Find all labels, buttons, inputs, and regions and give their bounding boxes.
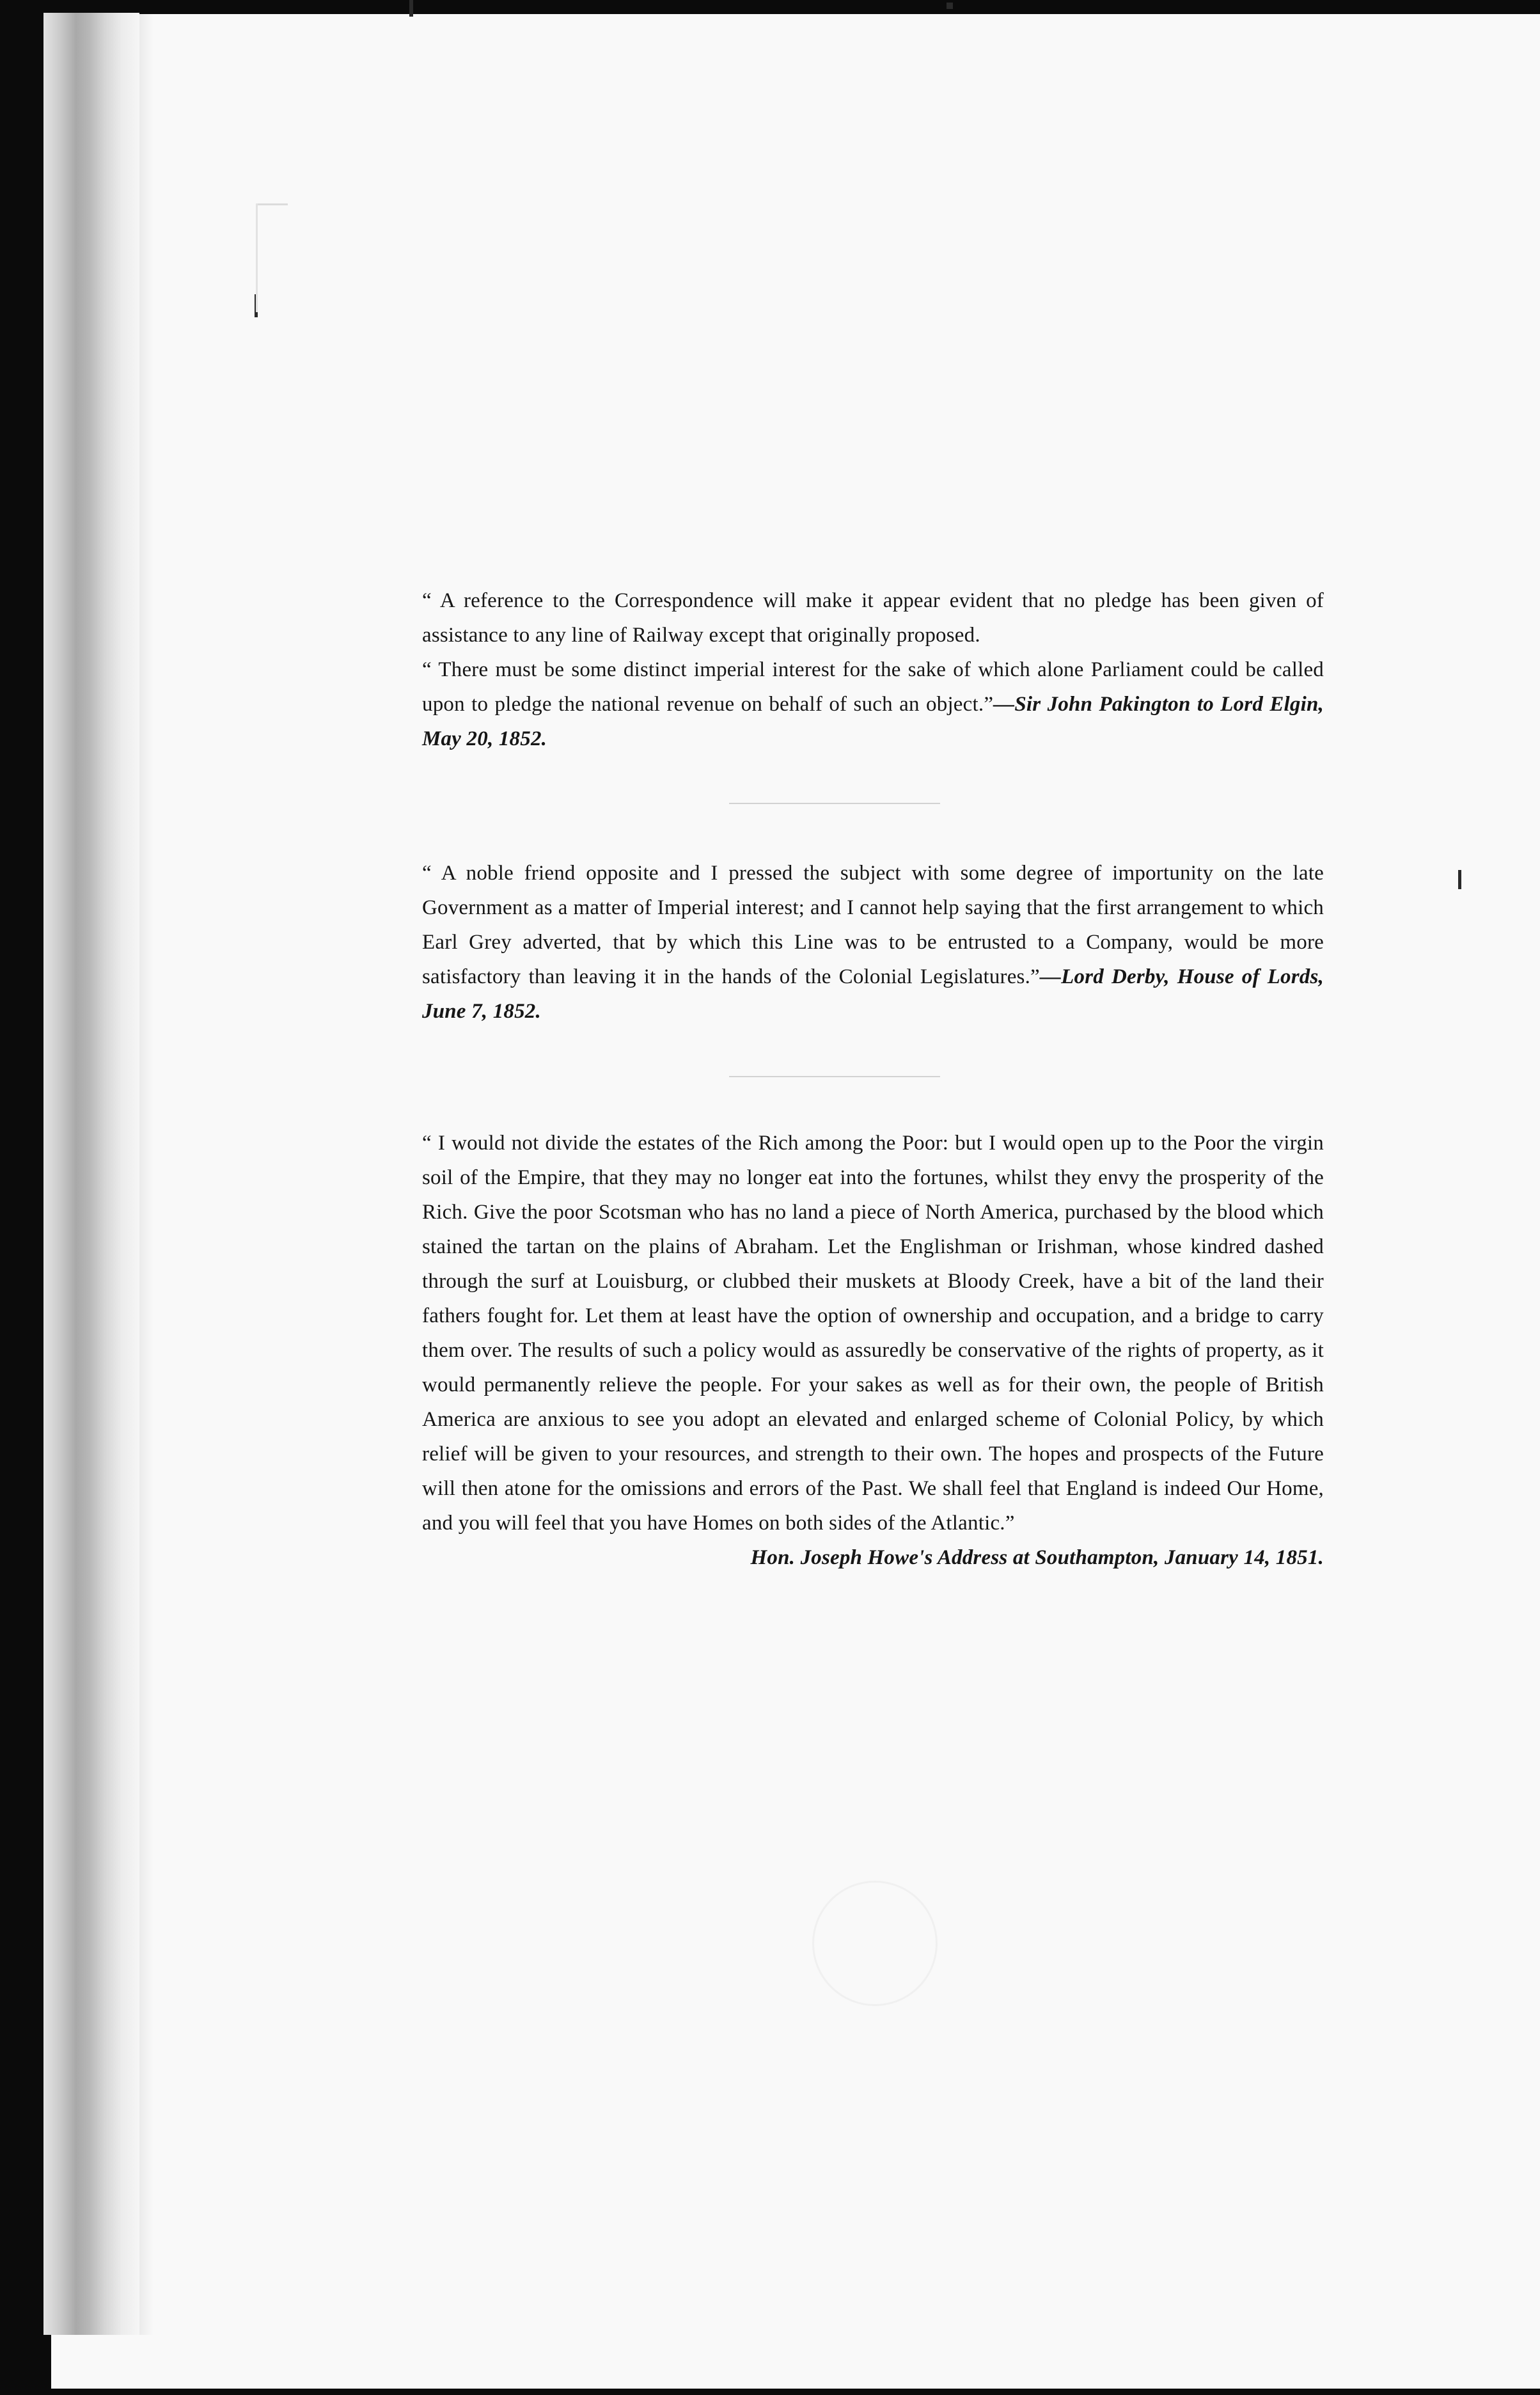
plate-edge-mark xyxy=(256,203,258,312)
faint-library-stamp xyxy=(812,1881,938,2006)
quote-1-paragraph-2 xyxy=(422,652,1324,756)
quote-1-citation: —Sir John Pakington to Lord Elgin, May 20, 1852. xyxy=(422,693,1324,750)
book-spine-gutter xyxy=(43,6,139,2335)
quote-3-citation: Hon. Joseph Howe's Address at Southampton, January 14, 1851. xyxy=(750,1546,1324,1569)
edge-mark xyxy=(1458,870,1461,889)
quote-1-paragraph-2-text: “ There must be some distinct imperial interest for the sake of which alone Parliament could be called upon to pledge the national revenue on behalf of such an object.” xyxy=(422,658,1324,716)
quote-block-3 xyxy=(422,1126,1324,1575)
quote-2-paragraph-1-text: “ A noble friend opposite and I pressed the subject with some degree of importunity on the late Government as a matter of Imperial interest; and I cannot help saying that the first arrangement to which Earl Grey adverted, that by which this Line was to be entrusted to a Company, would be more satisfactory than leaving it in the hands of the Colonial Legislatures.” xyxy=(422,862,1324,988)
quote-2-citation: —Lord Derby, House of Lords, June 7, 1852. xyxy=(422,965,1324,1023)
quote-2-paragraph-1 xyxy=(422,856,1324,1029)
top-edge xyxy=(0,0,1540,13)
section-divider xyxy=(729,803,940,804)
quote-3-paragraph-1: “ I would not divide the estates of the Rich among the Poor: but I would open up to the Poor the virgin soil of the Empire, that they may no longer eat into the fortunes, whilst they envy the prosperity of the Rich. Give the poor Scotsman who has no land a piece of North America, purchased by the blood which stained the tartan on the plains of Abraham. Let the Englishman or Irishman, whose kindred dashed through the surf at Louisburg, or clubbed their muskets at Bloody Creek, have a bit of the land their fathers fought for. Let them at least have the option of ownership and occupation, and a bridge to carry them over. The results of such a policy would as assuredly be conservative of the rights of property, as it would permanently relieve the people. For your sakes as well as for their own, the people of British America are anxious to see you adopt an elevated and enlarged scheme of Colonial Policy, by which relief will be given to your resources, and strength to their own. The hopes and prospects of the Future will then atone for the omissions and errors of the Past. We shall feel that England is indeed Our Home, and you will feel that you have Homes on both sides of the Atlantic.” xyxy=(422,1132,1324,1535)
edge-mark xyxy=(947,3,953,9)
edge-mark xyxy=(409,0,413,17)
plate-corner-mark xyxy=(256,203,288,205)
quote-block-1 xyxy=(422,583,1324,756)
quote-block-2 xyxy=(422,856,1324,1029)
gutter-shadow xyxy=(139,6,153,2335)
section-divider xyxy=(729,1076,940,1077)
quote-1-paragraph-1: “ A reference to the Correspondence will make it appear evident that no pledge has been given of assistance to any line of Railway except that originally proposed. xyxy=(422,589,1324,647)
